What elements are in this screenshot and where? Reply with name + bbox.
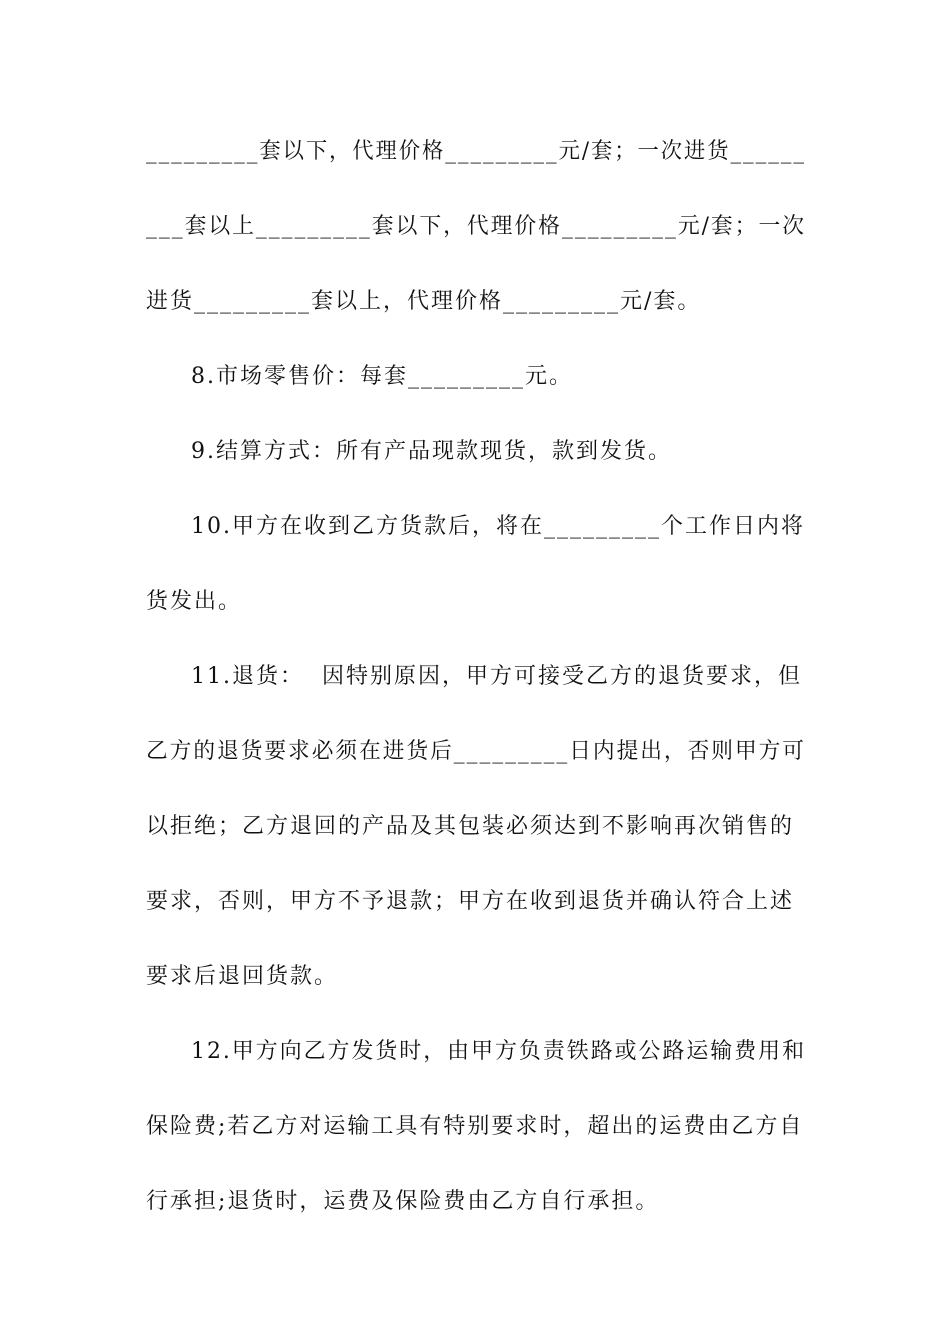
line-text: 进货_________套以上，代理价格_________元/套。 [146, 289, 702, 314]
text-line [0, 1182, 950, 1222]
line-text: 8.市场零售价：每套_________元。 [191, 364, 573, 389]
line-text: _________套以下，代理价格_________元/套；一次进货______ [146, 139, 806, 164]
text-line [0, 1032, 950, 1072]
line-text: 乙方的退货要求必须在进货后_________日内提出，否则甲方可 [146, 739, 806, 764]
text-line [0, 807, 950, 847]
line-text: 10.甲方在收到乙方货款后，将在_________个工作日内将 [191, 514, 805, 539]
line-text: 要求后退回货款。 [146, 964, 339, 989]
text-line [0, 657, 950, 697]
text-line [0, 132, 950, 172]
text-line [0, 582, 950, 622]
line-text: 11.退货： 因特别原因，甲方可接受乙方的退货要求，但 [191, 664, 802, 689]
line-text: 9.结算方式：所有产品现款现货，款到发货。 [191, 439, 672, 464]
text-line [0, 207, 950, 247]
text-line [0, 282, 950, 322]
text-line [0, 882, 950, 922]
text-line [0, 732, 950, 772]
text-line [0, 507, 950, 547]
line-text: 要求，否则，甲方不予退款；甲方在收到退货并确认符合上述 [146, 889, 795, 914]
text-line [0, 1107, 950, 1147]
line-text: 行承担;退货时，运费及保险费由乙方自行承担。 [146, 1189, 660, 1214]
line-text: 保险费;若乙方对运输工具有特别要求时，超出的运费由乙方自 [146, 1114, 804, 1139]
line-text: 以拒绝；乙方退回的产品及其包装必须达到不影响再次销售的 [146, 814, 795, 839]
text-line [0, 357, 950, 397]
line-text: 货发出。 [146, 589, 243, 614]
text-line [0, 432, 950, 472]
text-line [0, 957, 950, 997]
line-text: 12.甲方向乙方发货时，由甲方负责铁路或公路运输费用和 [191, 1039, 806, 1064]
line-text: ___套以上_________套以下，代理价格_________元/套；一次 [146, 214, 806, 239]
